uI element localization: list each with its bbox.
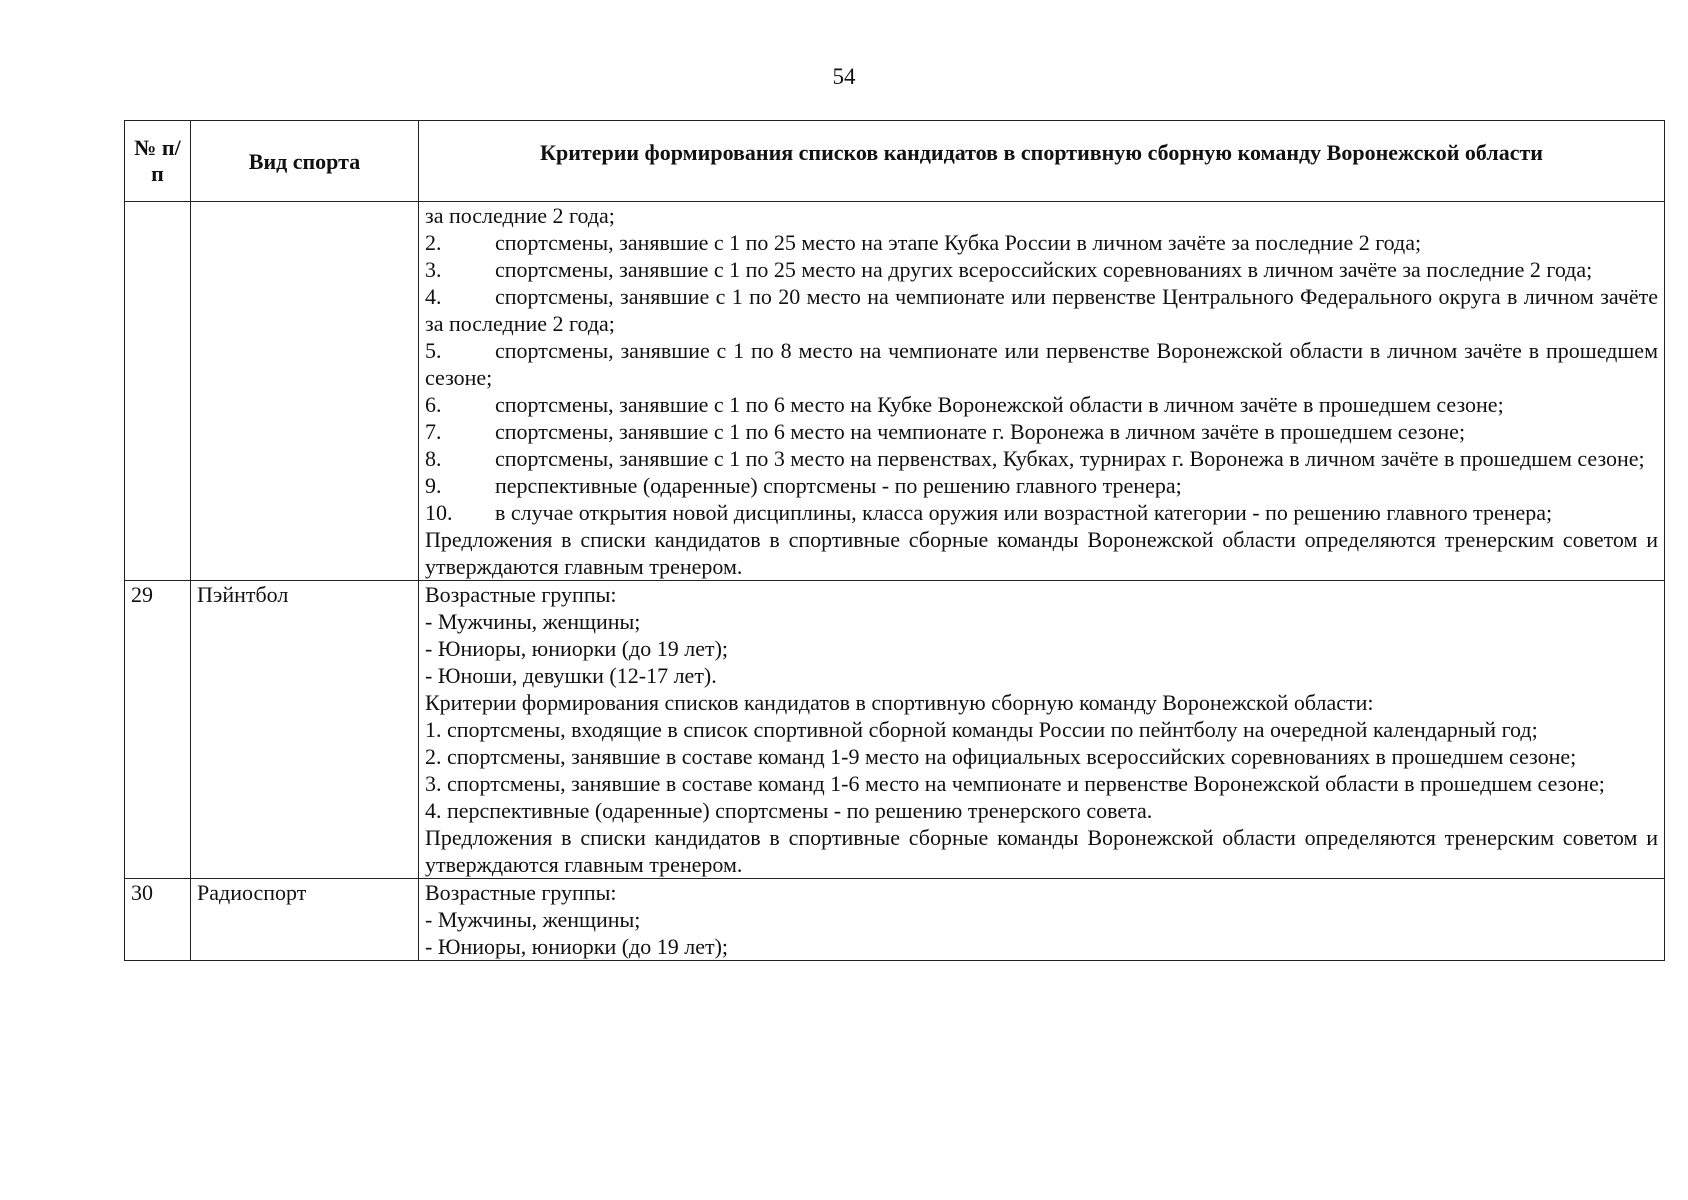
criteria-item-text: спортсмены, занявшие с 1 по 6 место на Кубке Воронежской области в личном зачёте в прошедшем сезоне; xyxy=(495,392,1504,417)
criteria-line xyxy=(425,229,1658,256)
row-sport xyxy=(191,202,419,581)
header-criteria: Критерии формирования списков кандидатов в спортивную сборную команду Воронежской области xyxy=(419,121,1665,202)
criteria-item-text: Критерии формирования списков кандидатов в спортивную сборную команду Воронежской области: xyxy=(425,690,1374,715)
criteria-item-number: 5. xyxy=(425,338,442,363)
table-row xyxy=(125,202,1665,581)
criteria-item-text: в случае открытия новой дисциплины, класса оружия или возрастной категории - по решению главного тренера; xyxy=(495,500,1553,525)
criteria-line xyxy=(425,581,1658,608)
row-criteria xyxy=(419,581,1665,879)
criteria-line xyxy=(425,526,1658,580)
criteria-item-text: - Мужчины, женщины; xyxy=(425,907,641,932)
row-num: 30 xyxy=(125,879,191,961)
criteria-line xyxy=(425,662,1658,689)
criteria-item-number: 3. xyxy=(425,257,442,282)
table-row xyxy=(125,879,1665,961)
criteria-item-text: 3. спортсмены, занявшие в составе команд 1-6 место на чемпионате и первенстве Воронежской области в прошедшем сезоне; xyxy=(425,771,1605,796)
criteria-item-text: 4. перспективные (одаренные) спортсмены - по решению тренерского совета. xyxy=(425,798,1153,823)
criteria-item-number: 8. xyxy=(425,446,442,471)
criteria-item-text: 1. спортсмены, входящие в список спортивной сборной команды России по пейнтболу на очередной календарный год; xyxy=(425,717,1538,742)
criteria-line xyxy=(425,499,1658,526)
criteria-item-number: 9. xyxy=(425,473,442,498)
header-sport: Вид спорта xyxy=(191,121,419,202)
criteria-line xyxy=(425,472,1658,499)
criteria-item-text: - Мужчины, женщины; xyxy=(425,609,641,634)
criteria-item-text: Предложения в списки кандидатов в спортивные сборные команды Воронежской области определяются тренерским советом и утверждаются главным тренером. xyxy=(425,527,1658,579)
criteria-item-number: 7. xyxy=(425,419,442,444)
criteria-item-text: спортсмены, занявшие с 1 по 8 место на чемпионате или первенстве Воронежской области в личном зачёте в прошедшем сезоне; xyxy=(425,338,1658,390)
table-header xyxy=(125,121,1665,202)
criteria-item-text: спортсмены, занявшие с 1 по 3 место на первенствах, Кубках, турнирах г. Воронежа в личном зачёте в прошедшем сезоне; xyxy=(495,446,1645,471)
header-row xyxy=(125,121,1665,202)
criteria-item-text: - Юниоры, юниорки (до 19 лет); xyxy=(425,934,729,959)
criteria-item-text: 2. спортсмены, занявшие в составе команд 1-9 место на официальных всероссийских соревнованиях в прошедшем сезоне; xyxy=(425,744,1577,769)
criteria-line xyxy=(425,635,1658,662)
criteria-item-text: Возрастные группы: xyxy=(425,582,617,607)
criteria-item-number: 2. xyxy=(425,230,442,255)
criteria-item-text: за последние 2 года; xyxy=(425,203,615,228)
criteria-line xyxy=(425,202,1658,229)
header-num: № п/п xyxy=(125,121,191,202)
criteria-line xyxy=(425,391,1658,418)
criteria-line xyxy=(425,689,1658,716)
criteria-item-text: спортсмены, занявшие с 1 по 25 место на других всероссийских соревнованиях в личном зачёте за последние 2 года; xyxy=(495,257,1593,282)
criteria-item-text: спортсмены, занявшие с 1 по 25 место на этапе Кубка России в личном зачёте за последние 2 года; xyxy=(495,230,1422,255)
row-criteria xyxy=(419,879,1665,961)
criteria-line xyxy=(425,716,1658,743)
criteria-line xyxy=(425,337,1658,391)
criteria-item-text: Возрастные группы: xyxy=(425,880,617,905)
criteria-line xyxy=(425,418,1658,445)
criteria-item-text: перспективные (одаренные) спортсмены - по решению главного тренера; xyxy=(495,473,1182,498)
criteria-table xyxy=(124,120,1665,961)
criteria-item-number: 4. xyxy=(425,284,442,309)
table-body xyxy=(125,202,1665,961)
table-row xyxy=(125,581,1665,879)
criteria-line xyxy=(425,770,1658,797)
criteria-item-number: 6. xyxy=(425,392,442,417)
criteria-line xyxy=(425,797,1658,824)
row-num xyxy=(125,202,191,581)
criteria-item-number: 10. xyxy=(425,500,453,525)
criteria-line xyxy=(425,906,1658,933)
criteria-item-text: спортсмены, занявшие с 1 по 6 место на чемпионате г. Воронежа в личном зачёте в прошедшем сезоне; xyxy=(495,419,1466,444)
criteria-line xyxy=(425,824,1658,878)
page-number: 54 xyxy=(832,64,856,89)
criteria-item-text: - Юноши, девушки (12-17 лет). xyxy=(425,663,717,688)
criteria-line xyxy=(425,283,1658,337)
row-criteria xyxy=(419,202,1665,581)
criteria-line xyxy=(425,608,1658,635)
row-sport: Радиоспорт xyxy=(191,879,419,961)
criteria-item-text: спортсмены, занявшие с 1 по 20 место на чемпионате или первенстве Центрального Федерального округа в личном зачёте за последние 2 года; xyxy=(425,284,1658,336)
criteria-line xyxy=(425,743,1658,770)
criteria-item-text: Предложения в списки кандидатов в спортивные сборные команды Воронежской области определяются тренерским советом и утверждаются главным тренером. xyxy=(425,825,1658,877)
criteria-line xyxy=(425,256,1658,283)
criteria-line xyxy=(425,445,1658,472)
criteria-line xyxy=(425,933,1658,960)
row-num: 29 xyxy=(125,581,191,879)
row-sport: Пэйнтбол xyxy=(191,581,419,879)
criteria-line xyxy=(425,879,1658,906)
criteria-item-text: - Юниоры, юниорки (до 19 лет); xyxy=(425,636,729,661)
